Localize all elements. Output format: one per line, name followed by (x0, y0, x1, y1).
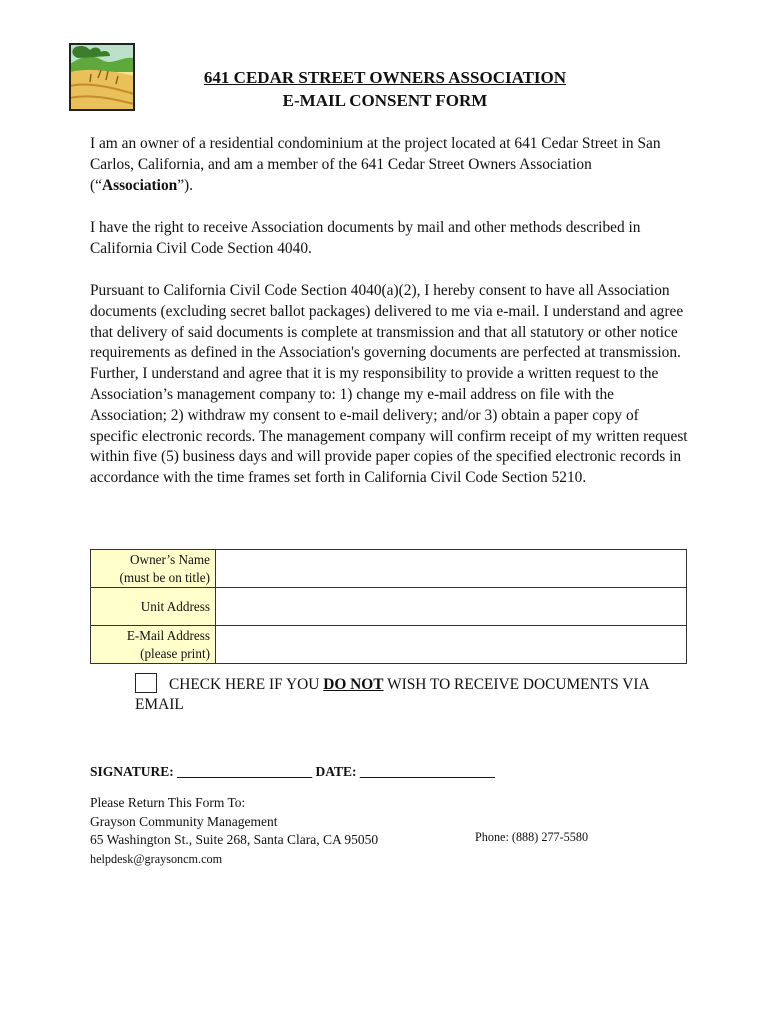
consent-paragraph: Pursuant to California Civil Code Section 4040(a)(2), I hereby consent to have all Association documents (excluding secret ballot packages) delivered to me via e-mail. I understand and agree that delivery of said documents is complete at transmission and that all statutory or other notice requirements as defined in the Association's governing documents are perfected at transmission. Further, I understand and agree that it is my responsibility to provide a written request to the Association’s management company to: 1) change my e-mail address on file with the Association; 2) withdraw my consent to e-mail delivery; and/or 3) obtain a paper copy of specific electronic records. The management company will confirm receipt of my written request within five (5) business days and will provide paper copies of the specified electronic records in accordance with the time frames set forth in California Civil Code Section 5210. (90, 282, 688, 487)
company-address: 65 Washington St., Suite 268, Santa Clara, CA 95050 (90, 832, 379, 847)
p1-bold: Association (101, 176, 178, 194)
signature-field[interactable]: ____________________ (177, 764, 313, 779)
opt-out-text-a: CHECK HERE IF YOU (169, 676, 324, 693)
email-address-field[interactable] (216, 626, 687, 664)
title-line-2: E-MAIL CONSENT FORM (282, 91, 488, 110)
owner-statement-paragraph (90, 134, 690, 196)
company-name: Grayson Community Management (90, 813, 278, 829)
owner-info-table (90, 549, 687, 664)
unit-address-field[interactable] (216, 588, 687, 626)
p1-text-a: I am an owner of a residential condominium at the project located at 641 Cedar Street in San Carlos, California, and am a member of the 641 Cedar Street Owners Association (“ (90, 135, 661, 194)
date-field[interactable]: ____________________ (359, 764, 495, 779)
company-email: helpdesk@graysoncm.com (90, 851, 223, 866)
opt-out-label (135, 675, 695, 715)
landscape-field-icon (68, 42, 136, 112)
signature-line (90, 764, 495, 780)
rights-paragraph: I have the right to receive Association documents by mail and other methods described in California Civil Code Section 4040. (90, 219, 641, 257)
owner-name-label-line2: (must be on title) (119, 569, 210, 585)
unit-address-label: Unit Address (91, 588, 216, 626)
title-line-1: 641 CEDAR STREET OWNERS ASSOCIATION (203, 68, 567, 87)
owner-name-label-line1: Owner’s Name (130, 551, 210, 567)
email-label-line2: (please print) (140, 645, 210, 661)
email-label-line1: E-Mail Address (126, 627, 210, 643)
table-row (91, 626, 687, 664)
opt-out-do-not: DO NOT (323, 676, 384, 693)
table-row (91, 588, 687, 626)
signature-label: SIGNATURE: (90, 764, 174, 779)
date-label: DATE: (315, 764, 357, 779)
owner-name-label (91, 550, 216, 588)
p1-text-b: ”). (177, 176, 194, 194)
opt-out-text-b: WISH TO RECEIVE DOCUMENTS VIA EMAIL (135, 676, 649, 713)
email-address-label (91, 626, 216, 664)
owner-name-field[interactable] (216, 550, 687, 588)
return-address-block (90, 794, 378, 868)
table-row (91, 550, 687, 588)
company-phone: Phone: (888) 277-5580 (475, 830, 589, 844)
return-heading: Please Return This Form To: (90, 795, 246, 810)
page-title (150, 66, 620, 112)
